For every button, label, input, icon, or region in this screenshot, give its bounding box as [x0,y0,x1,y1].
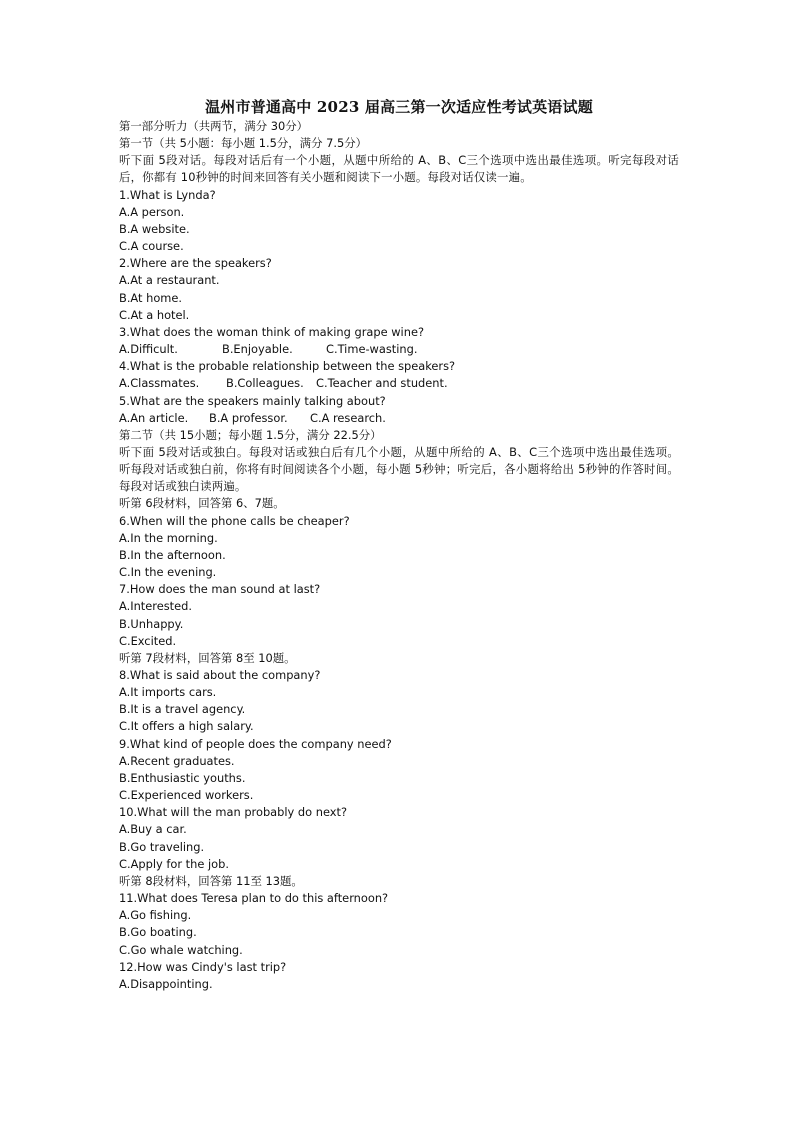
option: C.In the evening. [119,565,217,580]
question-stem: 6.When will the phone calls be cheaper? [119,513,350,528]
option-row [119,375,679,392]
option: B.A website. [119,221,190,236]
option: B.Enthusiastic youths. [119,770,246,785]
option: A.Disappointing. [119,976,213,991]
option: C.Go whale watching. [119,942,243,957]
option: C.At a hotel. [119,307,190,322]
part-heading: 第一部分听力（共两节，满分 30分） [119,119,308,133]
question-stem: 10.What will the man probably do next? [119,805,348,820]
option: A.An article. [119,410,189,425]
option: B.In the afternoon. [119,547,226,562]
option: A.Interested. [119,599,192,614]
material-heading: 听第 8段材料，回答第 11至 13题。 [119,873,303,888]
question-stem: 5.What are the speakers mainly talking about? [119,393,386,408]
option: A.Classmates. [119,376,200,391]
option: A.Difficult. [119,342,178,357]
option: C.Apply for the job. [119,856,229,871]
instructions: 听下面 5段对话或独白。每段对话或独白后有几个小题，从题中所给的 A、B、C三个选项中选出最佳选项。听每段对话或独白前，你将有时间阅读各个小题，每小题 5秒钟；听完后，各小题将给出 5秒钟的作答时间。每段对话或独白读两遍。 [119,444,679,494]
exam-page [119,97,679,993]
option: B.It is a travel agency. [119,702,246,717]
option-row [119,410,679,427]
option: B.At home. [119,290,183,305]
question-stem: 2.Where are the speakers? [119,256,272,271]
option: C.Teacher and student. [316,376,448,391]
option: C.Excited. [119,633,177,648]
option: B.Enjoyable. [222,342,293,357]
material-heading: 听第 7段材料，回答第 8至 10题。 [119,650,296,665]
question-stem: 8.What is said about the company? [119,668,321,682]
question-stem: 11.What does Teresa plan to do this afternoon? [119,891,389,906]
option: B.Unhappy. [119,616,184,631]
option: A.A person. [119,204,185,219]
option: C.Experienced workers. [119,788,254,803]
option: B.A professor. [209,410,288,425]
option: A.Go fishing. [119,908,192,923]
option: C.A course. [119,239,184,254]
option: A.Buy a car. [119,822,187,837]
question-stem: 1.What is Lynda? [119,187,216,202]
section-heading: 第二节（共 15小题；每小题 1.5分，满分 22.5分） [119,427,382,442]
instructions: 听下面 5段对话。每段对话后有一个小题，从题中所给的 A、B、C三个选项中选出最佳选项。听完每段对话后，你都有 10秒钟的时间来回答有关小题和阅读下一小题。每段对话仅读一遍。 [119,153,679,185]
question-stem: 7.How does the man sound at last? [119,582,321,597]
option: B.Colleagues. [226,376,304,391]
option: A.At a restaurant. [119,273,220,288]
exam-title: 温州市普通高中 2023 届高三第一次适应性考试英语试题 [205,98,593,116]
option: C.Time-wasting. [326,342,418,357]
option: A.Recent graduates. [119,753,235,768]
option: B.Go traveling. [119,839,205,854]
option: C.It offers a high salary. [119,719,254,734]
option: B.Go boating. [119,925,197,940]
section-heading: 第一节（共 5小题：每小题 1.5分，满分 7.5分） [119,136,367,151]
question-stem: 3.What does the woman think of making grape wine? [119,324,424,339]
option-row [119,341,679,358]
option: A.It imports cars. [119,685,217,700]
material-heading: 听第 6段材料，回答第 6、7题。 [119,496,285,511]
question-stem: 4.What is the probable relationship between the speakers? [119,359,456,374]
question-stem: 12.How was Cindy's last trip? [119,959,287,974]
option: C.A research. [310,410,386,425]
option: A.In the morning. [119,530,218,545]
question-stem: 9.What kind of people does the company need? [119,736,392,751]
